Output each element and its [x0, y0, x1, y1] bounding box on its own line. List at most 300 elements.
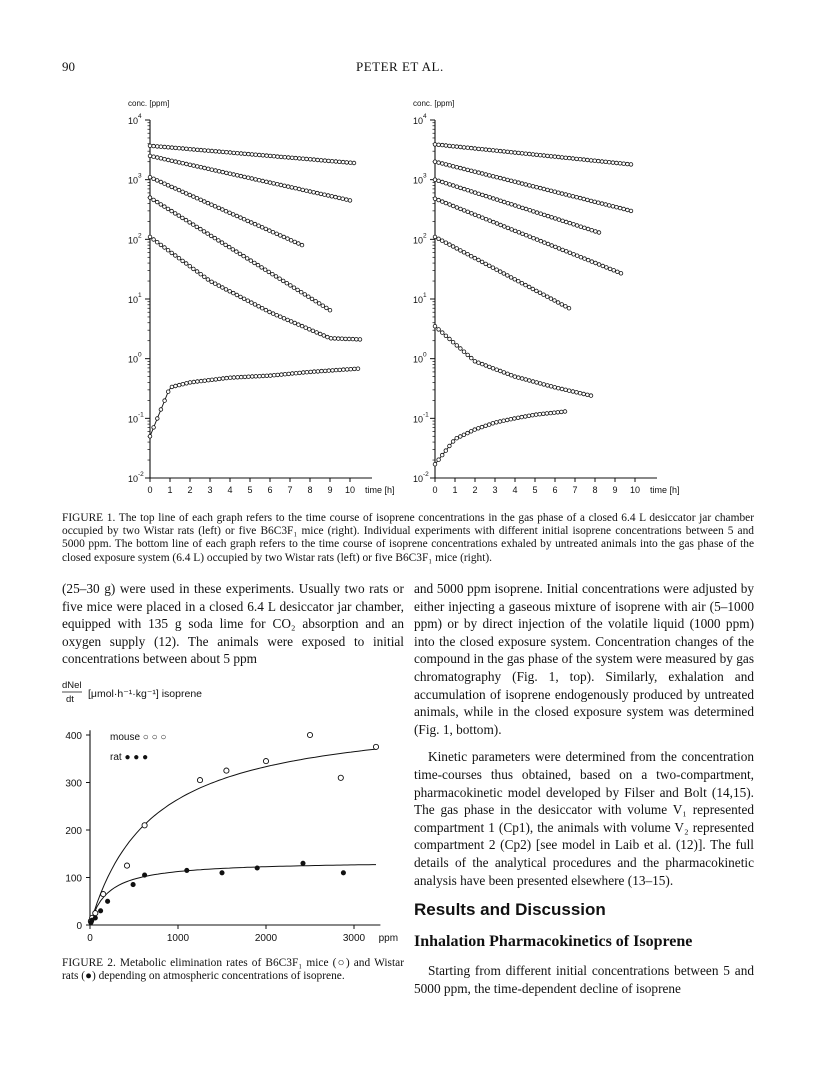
data-point	[177, 383, 181, 387]
figure-2-caption: FIGURE 2. Metabolic elimination rates of B6C3F₁ mice (○) and Wistar rats (●) depending on atmospheric concentrations of isoprene.	[62, 957, 404, 983]
data-point	[542, 154, 546, 158]
data-point	[345, 161, 349, 165]
y-tick-label: 10	[413, 354, 424, 365]
data-point	[261, 154, 265, 158]
data-point	[495, 421, 499, 425]
data-point	[545, 412, 549, 416]
data-point	[188, 163, 192, 167]
data-point	[565, 250, 569, 254]
data-point	[340, 337, 344, 341]
mouse-data-point	[142, 823, 147, 828]
data-point	[611, 205, 615, 209]
data-point	[181, 382, 185, 386]
data-point	[513, 204, 517, 208]
y-tick-label: 10	[128, 354, 139, 365]
data-point	[207, 149, 211, 153]
data-point	[477, 258, 481, 262]
data-point	[604, 160, 608, 164]
data-point	[502, 272, 506, 276]
data-point	[318, 332, 322, 336]
data-point	[268, 310, 272, 314]
data-point	[469, 430, 473, 434]
data-point	[459, 166, 463, 170]
y-tick-label: 10	[413, 295, 424, 305]
data-point	[327, 369, 331, 373]
data-point	[221, 286, 225, 290]
data-point	[341, 160, 345, 164]
data-point	[528, 184, 532, 188]
data-point	[159, 408, 163, 412]
data-point	[246, 299, 250, 303]
data-point	[470, 212, 474, 216]
data-point	[203, 379, 207, 383]
data-point	[294, 371, 298, 375]
data-point	[247, 375, 251, 379]
data-point	[283, 155, 287, 159]
data-point	[199, 198, 203, 202]
y-axis-label-denominator: dt	[66, 694, 74, 705]
data-point	[196, 165, 200, 169]
data-point	[312, 158, 316, 162]
y-tick-exponent: 1	[138, 292, 142, 299]
data-point	[206, 167, 210, 171]
data-point	[524, 415, 528, 419]
x-axis-label: time [h]	[365, 485, 395, 495]
data-point	[531, 413, 535, 417]
data-point	[210, 203, 214, 207]
data-point	[488, 219, 492, 223]
data-point	[597, 159, 601, 163]
data-point	[549, 155, 553, 159]
data-point	[309, 370, 313, 374]
data-point	[608, 267, 612, 271]
data-point	[455, 206, 459, 210]
data-point	[195, 225, 199, 229]
data-point	[148, 235, 152, 239]
data-point	[534, 413, 538, 417]
data-point	[312, 370, 316, 374]
x-tick-label: 7	[572, 485, 578, 495]
data-point	[159, 243, 163, 247]
data-point	[611, 161, 615, 165]
data-point	[615, 161, 619, 165]
data-point	[564, 388, 568, 392]
data-point	[444, 334, 448, 338]
data-point	[601, 264, 605, 268]
data-point	[531, 380, 535, 384]
data-point	[437, 328, 441, 332]
data-point	[528, 235, 532, 239]
data-point	[254, 178, 258, 182]
data-point	[232, 173, 236, 177]
data-point	[459, 249, 463, 253]
data-point	[495, 198, 499, 202]
data-point	[433, 324, 437, 328]
figure-1-left-panel	[128, 99, 395, 495]
data-point	[275, 232, 279, 236]
data-point	[557, 247, 561, 251]
data-point	[317, 302, 321, 306]
data-point	[473, 147, 477, 151]
data-point	[218, 377, 222, 381]
data-point	[309, 158, 313, 162]
data-point	[213, 205, 217, 209]
data-point	[590, 260, 594, 264]
data-point	[459, 435, 463, 439]
data-point	[348, 199, 352, 203]
data-point	[437, 161, 441, 165]
data-point	[152, 144, 156, 148]
data-point	[455, 145, 459, 149]
data-point	[557, 386, 561, 390]
data-point	[477, 427, 481, 431]
data-point	[462, 167, 466, 171]
data-point	[253, 303, 257, 307]
data-point	[549, 385, 553, 389]
data-point	[462, 209, 466, 213]
data-point	[155, 200, 159, 204]
data-point	[232, 291, 236, 295]
y-tick-exponent: 0	[423, 351, 427, 359]
data-point	[575, 195, 579, 199]
data-point	[258, 374, 262, 378]
data-point	[188, 221, 192, 225]
data-point	[470, 190, 474, 194]
data-point	[257, 224, 261, 228]
data-point	[444, 181, 448, 185]
data-point	[491, 149, 495, 153]
data-point	[192, 164, 196, 168]
data-point	[253, 222, 257, 226]
data-point	[291, 372, 295, 376]
data-point	[532, 210, 536, 214]
running-title: PETER ET AL.	[356, 59, 444, 74]
data-point	[166, 248, 170, 252]
data-point	[315, 331, 319, 335]
data-point	[276, 373, 280, 377]
data-point	[433, 143, 437, 147]
data-point	[307, 295, 311, 299]
data-point	[326, 335, 330, 339]
mouse-data-point	[373, 744, 378, 749]
data-point	[173, 212, 177, 216]
data-point	[319, 159, 323, 163]
data-point	[163, 205, 167, 209]
data-point	[221, 208, 225, 212]
data-point	[506, 372, 510, 376]
data-point	[578, 391, 582, 395]
data-point	[480, 260, 484, 264]
mouse-data-point	[224, 768, 229, 773]
data-point	[214, 150, 218, 154]
data-point	[152, 198, 156, 202]
data-point	[557, 191, 561, 195]
data-point	[531, 185, 535, 189]
rat-data-point	[106, 899, 110, 903]
data-point	[308, 328, 312, 332]
data-point	[473, 170, 477, 174]
data-point	[473, 360, 477, 364]
data-point	[316, 158, 320, 162]
data-point	[560, 303, 564, 307]
data-point	[556, 411, 560, 415]
data-point	[448, 183, 452, 187]
data-point	[484, 424, 488, 428]
data-point	[235, 293, 239, 297]
data-point	[560, 387, 564, 391]
data-point	[433, 462, 437, 466]
data-point	[152, 155, 156, 159]
data-point	[206, 232, 210, 236]
data-point	[583, 257, 587, 261]
data-point	[203, 166, 207, 170]
data-point	[517, 231, 521, 235]
data-point	[582, 158, 586, 162]
y-tick-exponent: 1	[423, 292, 427, 299]
data-point	[228, 211, 232, 215]
data-point	[513, 229, 517, 233]
data-point	[509, 276, 513, 280]
data-point	[448, 243, 452, 247]
data-point	[509, 417, 513, 421]
data-point	[440, 453, 444, 457]
data-point	[524, 378, 528, 382]
data-point	[290, 156, 294, 160]
rat-data-point	[185, 868, 189, 872]
data-point	[268, 181, 272, 185]
data-point	[337, 337, 341, 341]
data-point	[297, 242, 301, 246]
data-point	[575, 224, 579, 228]
data-point	[228, 151, 232, 155]
x-tick-label: 0	[147, 485, 153, 495]
data-point	[294, 186, 298, 190]
data-point	[279, 183, 283, 187]
data-point	[213, 236, 217, 240]
data-point	[441, 143, 445, 147]
data-point	[235, 214, 239, 218]
data-point	[239, 375, 243, 379]
data-point	[524, 152, 528, 156]
data-point	[492, 220, 496, 224]
data-point	[163, 246, 167, 250]
data-point	[267, 270, 271, 274]
data-point	[239, 295, 243, 299]
data-point	[163, 399, 167, 403]
data-point	[470, 146, 474, 150]
y-tick-label: 10	[413, 175, 424, 186]
data-point	[181, 216, 185, 220]
right-paragraph-1: and 5000 ppm isoprene. Initial concentrations were adjusted by either injecting a gaseous mixture of isoprene with air (5–1000 ppm) or by direct injection of the volatile liquid (1000 ppm) into the closed exposure system. Concentration changes of the compound in the gas phase of the system were measured by gas chromatography (Fig. 1, top). Similarly, exhalation and accumulation of isoprene endogenously produced by untreated animals, while in the closed exposure system was determined (Fig. 1, bottom).	[414, 581, 754, 737]
data-point	[159, 203, 163, 207]
data-point	[260, 226, 264, 230]
data-point	[298, 371, 302, 375]
data-point	[342, 368, 346, 372]
data-point	[448, 444, 452, 448]
data-point	[305, 370, 309, 374]
x-tick-label: 2	[187, 485, 193, 495]
data-point	[586, 227, 590, 231]
data-point	[542, 293, 546, 297]
data-point	[564, 305, 568, 309]
x-axis-label: ppm	[378, 933, 399, 944]
data-point	[459, 207, 463, 211]
data-point	[466, 252, 470, 256]
data-point	[593, 200, 597, 204]
data-point	[170, 185, 174, 189]
y-axis-label: conc. [ppm]	[128, 99, 170, 108]
data-point	[250, 177, 254, 181]
y-tick-label: 100	[65, 873, 82, 885]
data-point	[433, 197, 437, 201]
y-tick-exponent: 3	[423, 172, 427, 180]
y-tick-label: 10	[128, 116, 139, 126]
data-point	[250, 153, 254, 157]
data-point	[300, 243, 304, 247]
data-point	[488, 196, 492, 200]
data-point	[579, 255, 583, 259]
data-point	[236, 174, 240, 178]
data-point	[206, 201, 210, 205]
data-point	[345, 368, 349, 372]
data-point	[170, 251, 174, 255]
x-tick-label: 4	[512, 485, 518, 495]
data-point	[451, 184, 455, 188]
y-tick-label: 10	[128, 414, 139, 425]
data-point	[553, 190, 557, 194]
data-point	[600, 202, 604, 206]
data-point	[242, 217, 246, 221]
data-point	[441, 162, 445, 166]
data-point	[502, 200, 506, 204]
data-point	[268, 154, 272, 158]
data-point	[282, 235, 286, 239]
data-point	[260, 306, 264, 310]
data-point	[616, 270, 620, 274]
data-point	[159, 180, 163, 184]
data-point	[582, 392, 586, 396]
data-point	[152, 238, 156, 242]
data-point	[170, 146, 174, 150]
data-point	[188, 147, 192, 151]
data-point	[589, 394, 593, 398]
data-point	[433, 235, 437, 239]
rat-data-point	[301, 861, 305, 865]
data-point	[488, 148, 492, 152]
data-point	[148, 175, 152, 179]
data-point	[320, 369, 324, 373]
heading-inhalation-pharmacokinetics: Inhalation Pharmacokinetics of Isoprene	[414, 933, 693, 950]
data-point	[441, 180, 445, 184]
data-point	[546, 214, 550, 218]
data-point	[477, 171, 481, 175]
data-point	[550, 244, 554, 248]
data-point	[459, 186, 463, 190]
data-point	[575, 391, 579, 395]
data-point	[448, 164, 452, 168]
data-point	[459, 347, 463, 351]
data-point	[440, 239, 444, 243]
data-point	[185, 382, 189, 386]
data-point	[257, 178, 261, 182]
data-point	[477, 214, 481, 218]
data-point	[554, 245, 558, 249]
data-point	[192, 380, 196, 384]
data-point	[589, 199, 593, 203]
data-point	[225, 376, 229, 380]
data-point	[181, 161, 185, 165]
data-point	[597, 201, 601, 205]
data-point	[553, 386, 557, 390]
data-point	[159, 145, 163, 149]
data-point	[287, 372, 291, 376]
data-point	[549, 189, 553, 193]
data-point	[254, 375, 258, 379]
data-point	[618, 206, 622, 210]
data-point	[506, 226, 510, 230]
y-tick-exponent: -2	[138, 471, 144, 478]
data-point	[607, 204, 611, 208]
data-point	[509, 150, 513, 154]
data-point	[444, 201, 448, 205]
y-tick-exponent: 3	[138, 172, 142, 180]
data-point	[521, 232, 525, 236]
data-point	[459, 145, 463, 149]
data-point	[155, 179, 159, 183]
data-point	[276, 182, 280, 186]
data-point	[283, 372, 287, 376]
data-point	[462, 146, 466, 150]
rat-data-point	[255, 866, 259, 870]
data-point	[210, 280, 214, 284]
data-point	[480, 362, 484, 366]
data-point	[462, 350, 466, 354]
data-point	[455, 247, 459, 251]
data-point	[294, 156, 298, 160]
data-point	[272, 373, 276, 377]
data-point	[517, 205, 521, 209]
data-point	[484, 262, 488, 266]
data-point	[520, 182, 524, 186]
data-point	[276, 155, 280, 159]
data-point	[220, 241, 224, 245]
data-point	[331, 369, 335, 373]
data-point	[224, 288, 228, 292]
data-point	[260, 266, 264, 270]
data-point	[265, 154, 269, 158]
data-point	[441, 331, 445, 335]
heading-results-and-discussion: Results and Discussion	[414, 900, 606, 919]
legend-mouse: mouse ○ ○ ○	[110, 732, 167, 743]
data-point	[572, 253, 576, 257]
data-point	[334, 160, 338, 164]
data-point	[239, 174, 243, 178]
y-tick-exponent: 2	[423, 232, 427, 240]
data-point	[513, 417, 517, 421]
data-point	[564, 156, 568, 160]
data-point	[338, 160, 342, 164]
data-point	[579, 225, 583, 229]
data-point	[502, 371, 506, 375]
data-point	[543, 241, 547, 245]
data-point	[477, 361, 481, 365]
data-point	[293, 240, 297, 244]
data-point	[170, 159, 174, 163]
y-tick-exponent: -1	[138, 411, 144, 419]
data-point	[224, 209, 228, 213]
data-point	[302, 371, 306, 375]
data-point	[563, 410, 567, 414]
